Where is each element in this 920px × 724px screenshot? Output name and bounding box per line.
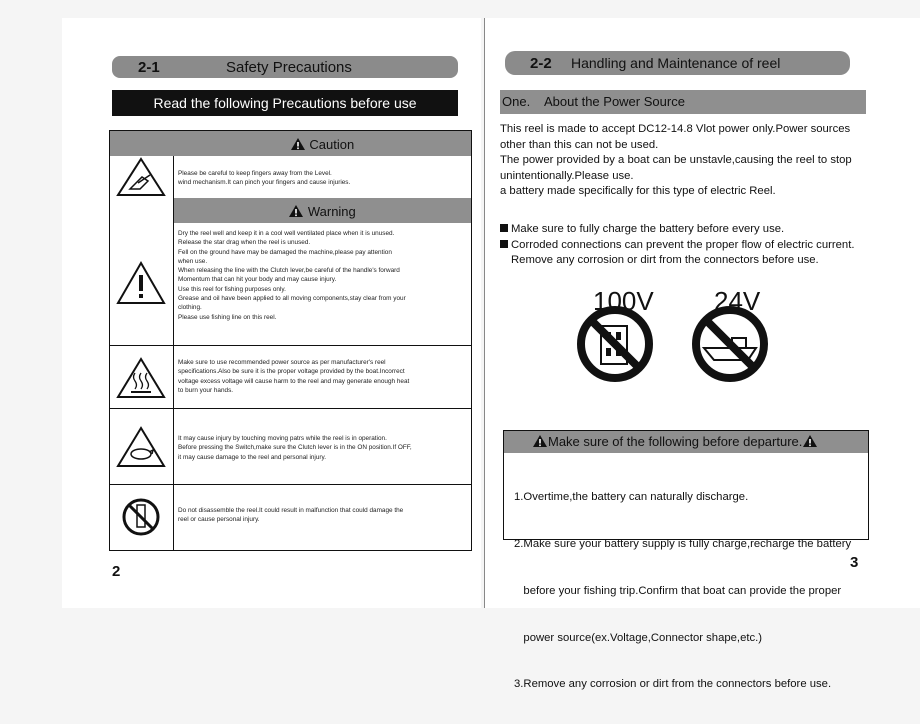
rotation-text: It may cause injury by touching moving patrs while the reel is in operation. Before pressing the Switch,make sure the Clutch lever is in the ON position.If OFF, it may cause damage to the reel and personal injury. — [178, 435, 412, 461]
label-24v: 24V — [714, 286, 761, 316]
left-page — [62, 18, 481, 608]
disassemble-text: Do not disassemble the reel.It could result in malfunction that could damage the reel or cause personal injury. — [178, 507, 404, 524]
section-number: 2-1 — [138, 59, 160, 76]
warning-text: Dry the reel well and keep it in a cool well ventilated place when it is unused. Release the star drag when the reel is unused. Fell on the ground have may be damaged the machine,please pay attention when use. When releasing the line with the Clutch lever,be careful of the handle's forward Momentum that can hit your body and may cause injury. Use this reel for fishing purposes only. Grease and oil have been applied to all moving components,stay clear from your clothing. Please use fishing line on this reel. — [178, 230, 406, 321]
section-number-right: 2-2 — [530, 55, 552, 72]
departure-box — [503, 430, 869, 691]
warning-triangle-icon — [288, 204, 304, 218]
precautions-table — [109, 130, 472, 551]
exclamation-icon-cell — [110, 223, 174, 345]
bullet-corrosion: Corroded connections can prevent the proper flow of electric current. — [500, 238, 854, 254]
caution-triangle-icon — [290, 137, 306, 151]
departure-title: Make sure of the following before departure. — [548, 434, 803, 449]
warning-row — [110, 223, 471, 345]
disassemble-icon-cell — [110, 485, 174, 551]
section-header — [112, 56, 458, 78]
rotation-row — [110, 408, 471, 485]
caution-label: Caution — [309, 137, 355, 152]
caution-text: Please be careful to keep fingers away from the Level. wind mechanism.It can pinch your fingers and cause injuries. — [178, 170, 351, 187]
section-title: Safety Precautions — [226, 59, 352, 76]
finger-pinch-warning-icon — [116, 157, 166, 197]
bullet-square-icon — [500, 224, 508, 232]
section-title-right: Handling and Maintenance of reel — [571, 55, 781, 71]
exclamation-warning-icon — [116, 261, 166, 305]
caution-row — [110, 156, 471, 198]
bullet-corrosion-cont: Remove any corrosion or dirt from the connectors before use. — [511, 254, 819, 267]
no-outlet-icon — [575, 304, 655, 384]
label-100v: 100V — [593, 286, 654, 316]
caution-heading — [173, 137, 471, 152]
no-boat-icon — [690, 304, 770, 384]
caution-triangle-icon — [532, 434, 548, 448]
bullet-charge: Make sure to fully charge the battery before every use. — [500, 222, 854, 238]
warning-band-left — [110, 198, 174, 223]
precautions-banner: Read the following Precautions before use — [112, 90, 458, 116]
rotating-parts-warning-icon — [116, 426, 166, 468]
warning-label: Warning — [307, 204, 356, 219]
rotation-icon-cell — [110, 409, 174, 485]
subheader-number: One. — [502, 94, 531, 109]
no-disassembly-icon — [121, 497, 161, 537]
power-subheader — [500, 90, 866, 114]
no-100v-icon — [575, 286, 665, 386]
section-header-right — [505, 51, 850, 75]
no-24v-icon — [688, 286, 778, 386]
caution-triangle-icon — [802, 434, 818, 448]
bullet-square-icon — [500, 240, 508, 248]
page-number-right: 3 — [850, 554, 859, 571]
warning-heading — [173, 204, 471, 219]
heat-icon-cell — [110, 346, 174, 409]
departure-heading — [532, 434, 818, 449]
pinch-icon-cell — [110, 156, 174, 198]
power-source-text: This reel is made to accept DC12-14.8 Vlot power only.Power sources other than this can not be used. The power provided by a boat can be unstavle,causing the reel to stop unintentionally.Please use. a battery made specifically for this type of electric Reel. — [500, 123, 852, 198]
departure-list: 1.Overtime,the battery can naturally discharge. 2.Make sure your battery supply is fully charge,recharge the battery before your fishing trip.Confirm that boat can provide the proper power source(ex.Voltage,Connector shape,etc.) 3.Remove any corrosion or dirt from the connectors before use. — [514, 491, 852, 691]
subheader-title: About the Power Source — [544, 94, 685, 109]
disassemble-row — [110, 484, 471, 551]
heat-text: Make sure to use recommended power source as per manufacturer's reel specifications.Also be sure it is the proper voltage provided by the boat.Incorrect voltage excess voltage will cause harm to the reel and may generate enough heat to burn your hands. — [178, 359, 410, 394]
page-number-left: 2 — [112, 563, 121, 580]
hot-surface-warning-icon — [116, 357, 166, 399]
battery-bullets — [500, 222, 854, 269]
heat-row — [110, 345, 471, 409]
right-page — [485, 18, 920, 691]
